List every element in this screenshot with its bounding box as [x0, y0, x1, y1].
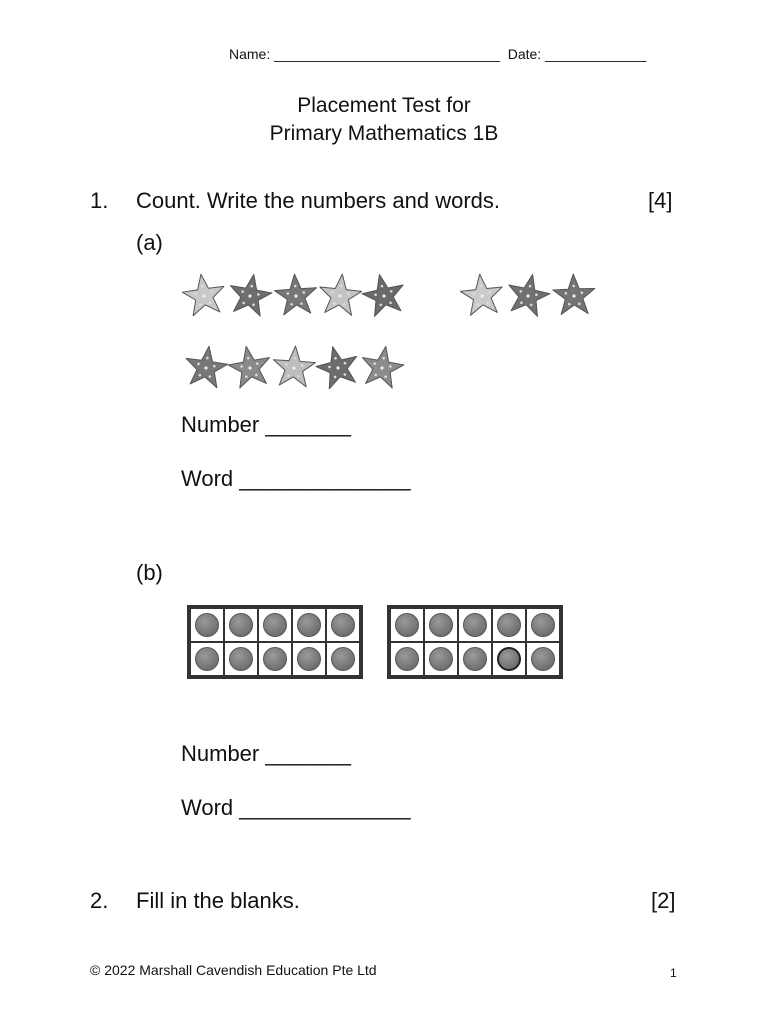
ten-frame-cell: [224, 608, 258, 642]
counter-icon: [331, 647, 355, 671]
starfish-icon: [183, 343, 230, 388]
header-name-date: [229, 46, 646, 62]
question-2-marks: [2]: [651, 888, 676, 913]
ten-frame-cell: [292, 608, 326, 642]
ten-frame-cell: [224, 642, 258, 676]
counter-icon: [531, 647, 555, 671]
ten-frame-cell: [458, 642, 492, 676]
ten-frame-cell: [326, 642, 360, 676]
starfish-icon: [180, 271, 227, 316]
counter-icon: [395, 647, 419, 671]
ten-frame-cell: [526, 642, 560, 676]
ten-frame-cell: [258, 642, 292, 676]
title-line-1: Placement Test for: [297, 94, 471, 117]
starfish-icon: [552, 273, 595, 314]
starfish-icon: [274, 273, 319, 316]
date-blank: _____________: [545, 46, 647, 62]
question-1-text: Count. Write the numbers and words.: [136, 188, 500, 213]
ten-frame-cell: [424, 642, 458, 676]
counter-icon: [463, 613, 487, 637]
counter-icon: [331, 613, 355, 637]
ten-frame-cell: [458, 608, 492, 642]
question-1-marks: [4]: [648, 188, 673, 213]
ten-frame-2: [387, 605, 563, 679]
counter-icon: [195, 647, 219, 671]
counter-icon: [263, 613, 287, 637]
ten-frame-cell: [190, 642, 224, 676]
counter-icon: [531, 613, 555, 637]
counter-icon: [497, 647, 521, 671]
question-2-number: 2.: [90, 888, 109, 913]
question-1-number: 1.: [90, 188, 109, 213]
part-b-label: (b): [136, 560, 163, 585]
counter-icon: [229, 647, 253, 671]
page-number: 1: [670, 966, 677, 980]
counter-icon: [229, 613, 253, 637]
counter-icon: [429, 613, 453, 637]
ten-frame-cell: [390, 642, 424, 676]
counter-icon: [497, 613, 521, 637]
starfish-icon: [226, 271, 274, 318]
ten-frame-cell: [326, 608, 360, 642]
ten-frame-cell: [424, 608, 458, 642]
name-label: Name:: [229, 46, 271, 62]
starfish-group: [178, 268, 608, 398]
counter-icon: [429, 647, 453, 671]
part-a-word-answer[interactable]: Word ______________: [181, 466, 411, 491]
starfish-icon: [272, 345, 317, 388]
starfish-icon: [312, 342, 362, 391]
counter-icon: [395, 613, 419, 637]
part-b-number-answer[interactable]: Number _______: [181, 741, 352, 766]
counter-icon: [297, 647, 321, 671]
ten-frame-cell: [258, 608, 292, 642]
ten-frame-cell: [390, 608, 424, 642]
starfish-icon: [358, 343, 406, 390]
counter-icon: [297, 613, 321, 637]
ten-frame-cell: [292, 642, 326, 676]
name-blank: _____________________________: [274, 46, 500, 62]
ten-frame-cell: [526, 608, 560, 642]
counter-icon: [263, 647, 287, 671]
starfish-icon: [359, 270, 408, 318]
title-line-2: Primary Mathematics 1B: [269, 122, 499, 145]
starfish-icon: [459, 272, 505, 316]
ten-frame-cell: [492, 642, 526, 676]
ten-frame-1: [187, 605, 363, 679]
ten-frame-cell: [492, 608, 526, 642]
footer-copyright: © 2022 Marshall Cavendish Education Pte Ltd: [90, 962, 377, 978]
part-a-number-answer[interactable]: Number _______: [181, 412, 352, 437]
starfish-icon: [504, 270, 553, 318]
counter-icon: [195, 613, 219, 637]
ten-frame-cell: [190, 608, 224, 642]
question-2-text: Fill in the blanks.: [136, 888, 300, 913]
starfish-icons: [178, 268, 608, 398]
starfish-icon: [317, 272, 363, 316]
part-b-word-answer[interactable]: Word ______________: [181, 795, 411, 820]
counter-icon: [463, 647, 487, 671]
part-a-label: (a): [136, 230, 163, 255]
starfish-icon: [225, 343, 273, 390]
date-label: Date:: [507, 46, 542, 62]
